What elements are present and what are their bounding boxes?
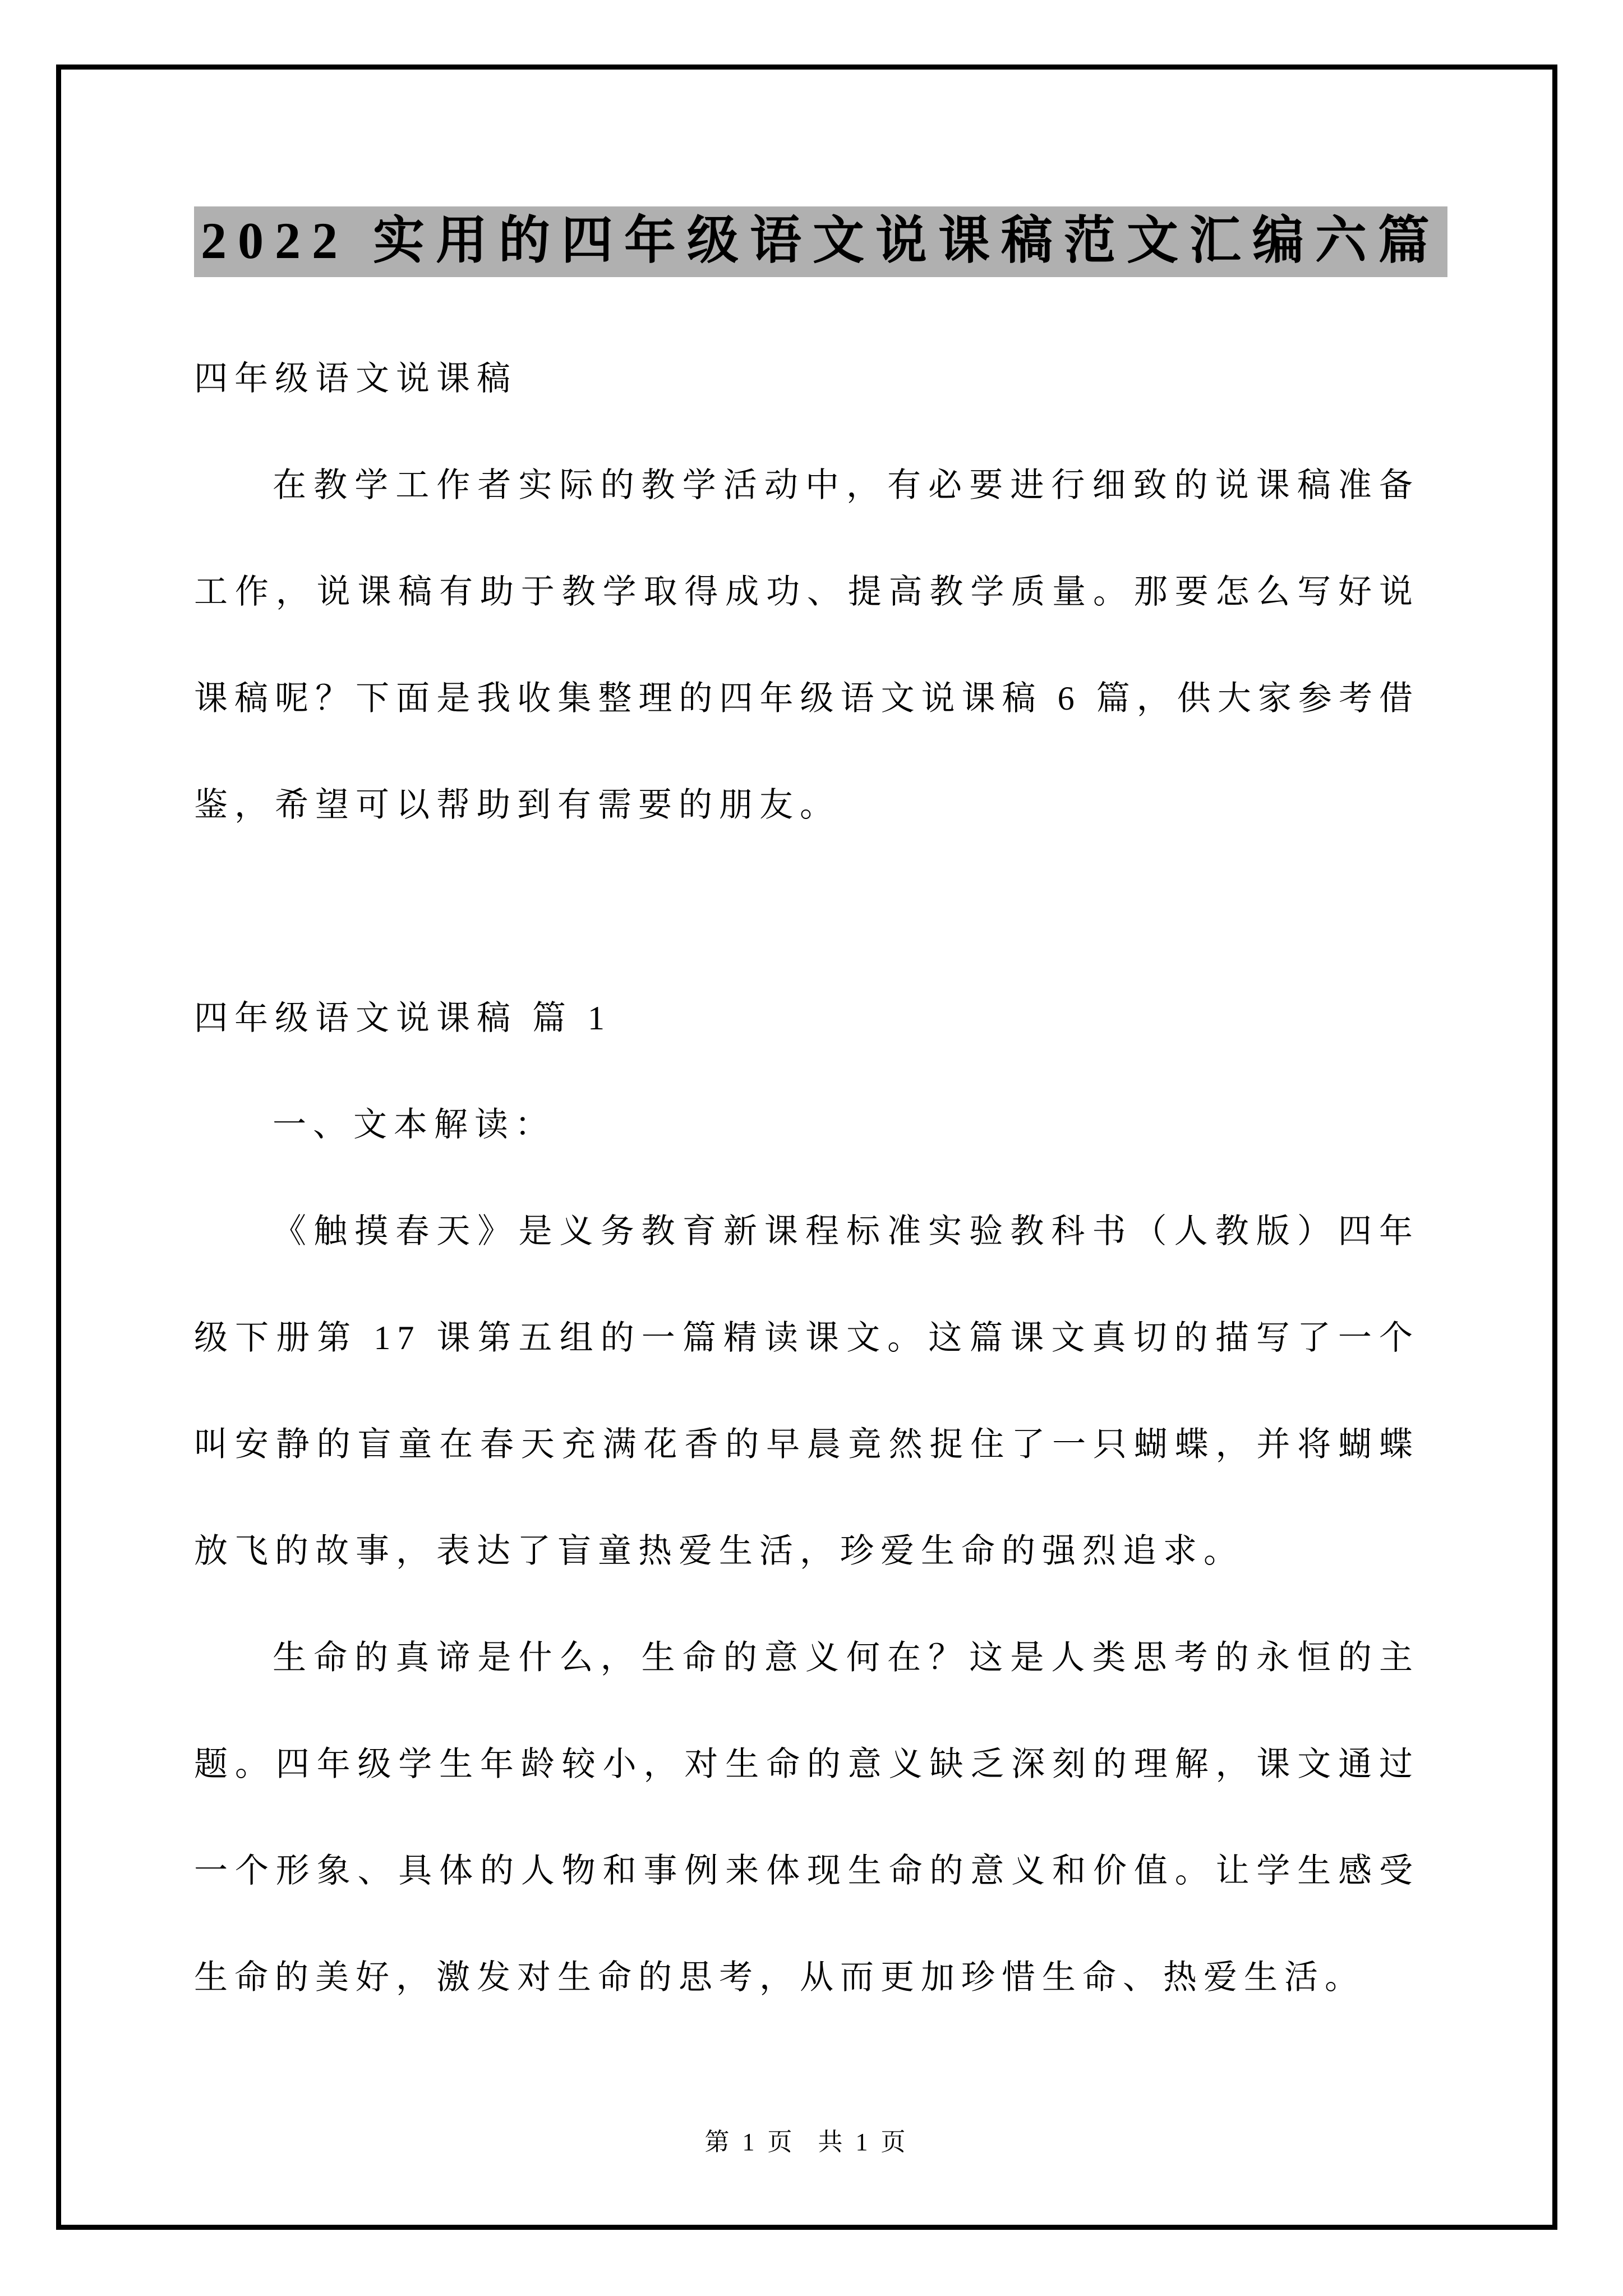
- body-text: [194, 325, 1419, 2031]
- title-highlight: 2022 实用的四年级语文说课稿范文汇编六篇: [194, 206, 1447, 277]
- document-content: [61, 199, 1552, 2031]
- paragraph-subheading: 一、文本解读：: [273, 1106, 555, 1143]
- paragraph-section-heading: 四年级语文说课稿 篇 1: [194, 1000, 611, 1037]
- page-number-total: 共 1 页: [818, 2128, 909, 2156]
- document-title: [194, 199, 1441, 283]
- paragraph-body-1: 《触摸春天》是义务教育新课程标准实验教科书（人教版）四年级下册第 17 课第五组的一篇精读课文。这篇课文真切的描写了一个叫安静的盲童在春天充满花香的早晨竟然捉住了一只蝴蝶，并将蝴蝶放飞的故事，表达了盲童热爱生活，珍爱生命的强烈追求。: [194, 1213, 1419, 1570]
- paragraph-lead: 四年级语文说课稿: [194, 360, 517, 397]
- page-number-current: 第 1 页: [704, 2128, 796, 2156]
- page-footer: [61, 2122, 1552, 2157]
- page-frame: [56, 65, 1557, 2230]
- paragraph-body-2: 生命的真谛是什么，生命的意义何在？这是人类思考的永恒的主题。四年级学生年龄较小，对生命的意义缺乏深刻的理解，课文通过一个形象、具体的人物和事例来体现生命的意义和价值。让学生感受生命的美好，激发对生命的思考，从而更加珍惜生命、热爱生活。: [194, 1639, 1419, 1996]
- paragraph-intro: 在教学工作者实际的教学活动中，有必要进行细致的说课稿准备工作，说课稿有助于教学取得成功、提高教学质量。那要怎么写好说课稿呢？下面是我收集整理的四年级语文说课稿 6 篇，供大家参考借鉴，希望可以帮助到有需要的朋友。: [194, 467, 1419, 823]
